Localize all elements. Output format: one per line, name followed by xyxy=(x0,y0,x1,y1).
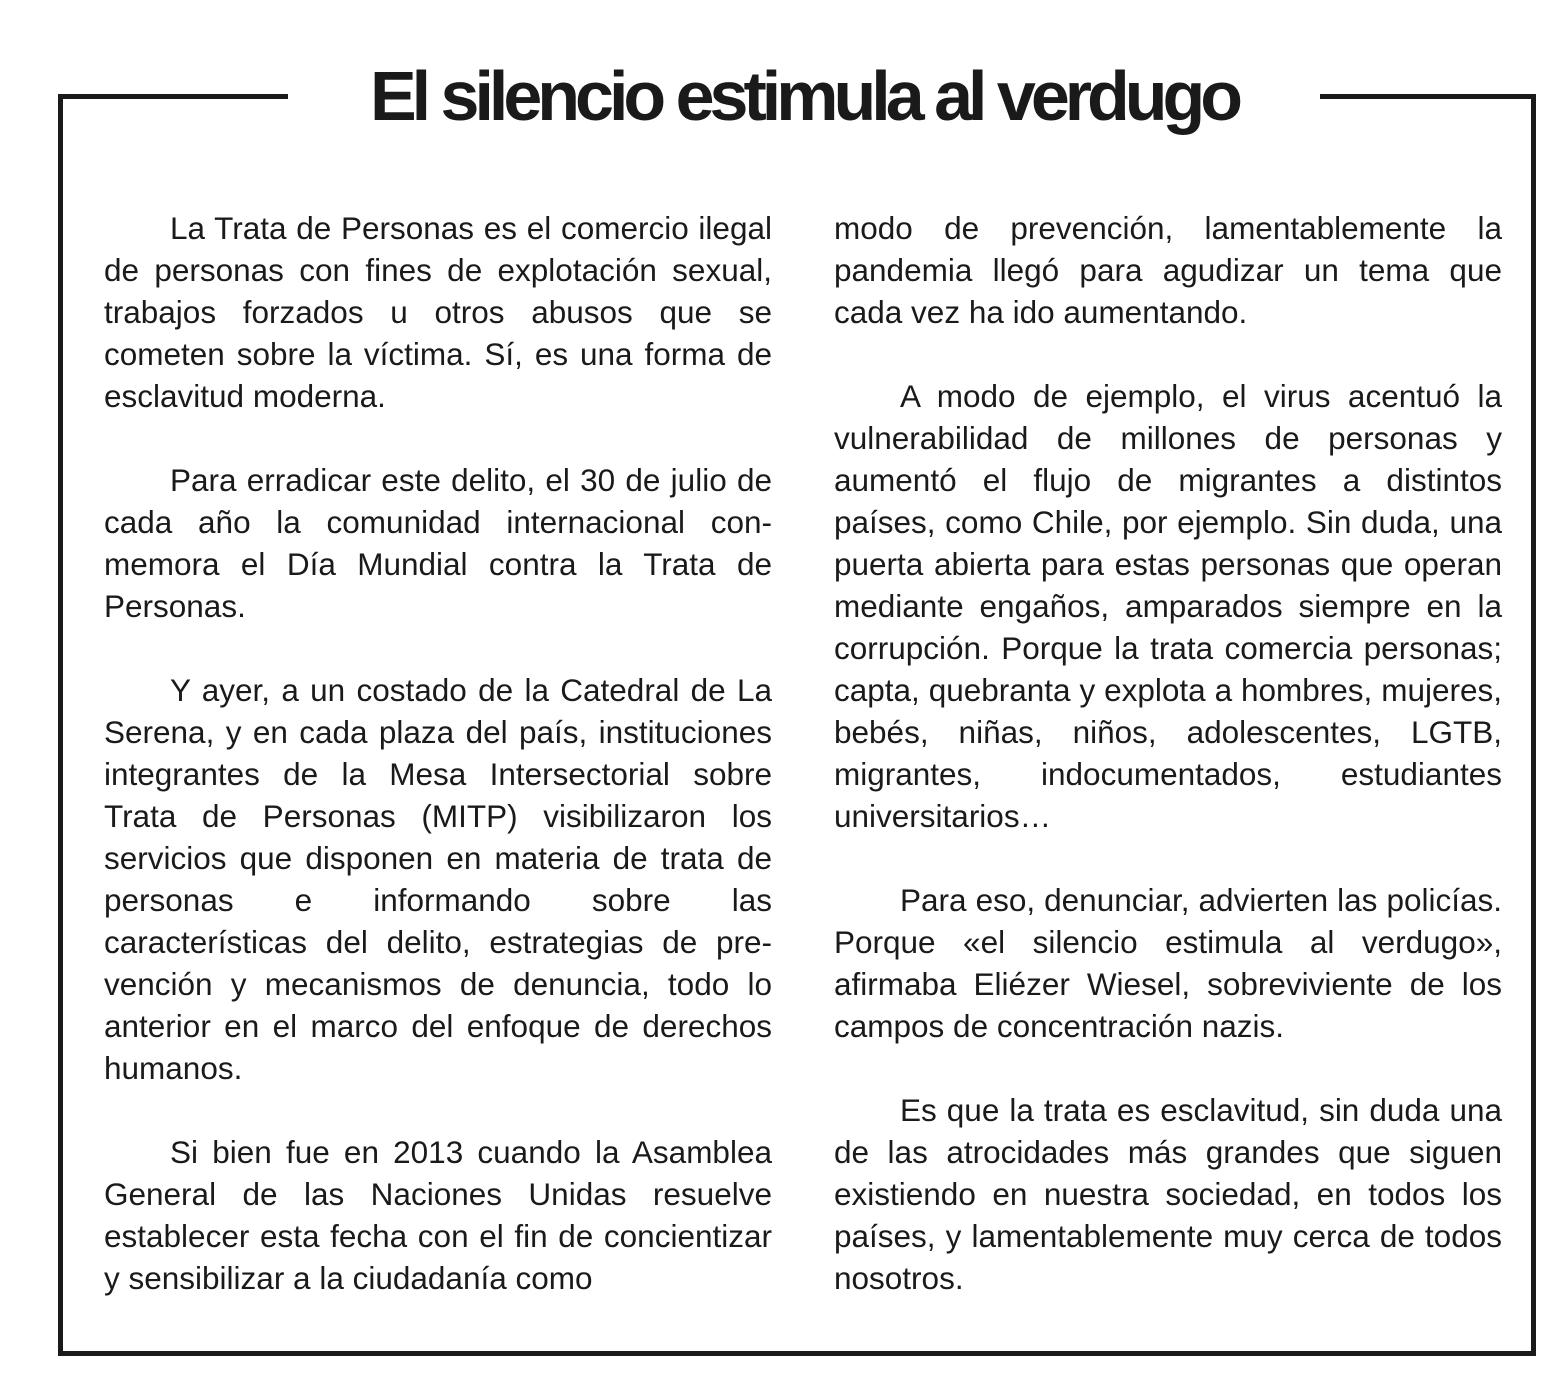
right-column xyxy=(834,207,1502,1341)
left-column xyxy=(104,207,772,1341)
paragraph: Es que la trata es esclavitud, sin duda una de las atrocidades más grandes que siguen existiendo en nuestra sociedad, en todos los países, y lamentablemente muy cerca de todos nosotros. xyxy=(834,1092,1502,1296)
paragraph: Para eso, denunciar, advierten las policías. Porque «el silencio estimula al verdugo», afirmaba Eliézer Wiesel, sobreviviente de los campos de concentración nazis. xyxy=(834,882,1502,1044)
headline: El silencio estimula al verdugo xyxy=(369,57,1239,135)
paragraph: La Trata de Personas es el comercio ilegal de personas con fines de explotación sexual, trabajos forzados u otros abusos que se cometen sobre la víctima. Sí, es una forma de esclavitud moderna. xyxy=(104,210,772,414)
paragraph: A modo de ejemplo, el virus acentuó la vulnerabilidad de millones de personas y aumentó el flujo de migrantes a distintos países, como Chile, por ejemplo. Sin duda, una puerta abierta para estas personas que operan mediante engaños, amparados siempre en la corrupción. Porque la trata comercia personas; capta, quebranta y explota a hombres, mujeres, bebés, niñas, niños, adolescentes, LGTB, migrantes, indocumentados, estudiantes universitarios… xyxy=(834,378,1502,834)
paragraph: Y ayer, a un costado de la Catedral de La Serena, y en cada plaza del país, instituciones integrantes de la Mesa Intersectorial sobre Trata de Personas (MITP) visibilizaron los servicios que disponen en materia de trata de personas e informando sobre las características del delito, estrategias de prevención y mecanismos de denuncia, todo lo anterior en el marco del enfoque de derechos humanos. xyxy=(104,672,772,1086)
paragraph-continuation: modo de prevención, lamentablemente la pandemia llegó para agudizar un tema que cada vez ha ido aumentando. xyxy=(834,210,1502,330)
frame-top-rule-right xyxy=(1320,94,1536,99)
frame-top-rule-left xyxy=(58,94,288,99)
paragraph: Si bien fue en 2013 cuando la Asamblea General de las Naciones Unidas resuelve establecer esta fecha con el fin de concientizar y sensibilizar a la ciudadanía como xyxy=(104,1134,772,1296)
paragraph: Para erradicar este delito, el 30 de julio de cada año la comunidad internacional conmemora el Día Mundial contra la Trata de Personas. xyxy=(104,462,772,624)
